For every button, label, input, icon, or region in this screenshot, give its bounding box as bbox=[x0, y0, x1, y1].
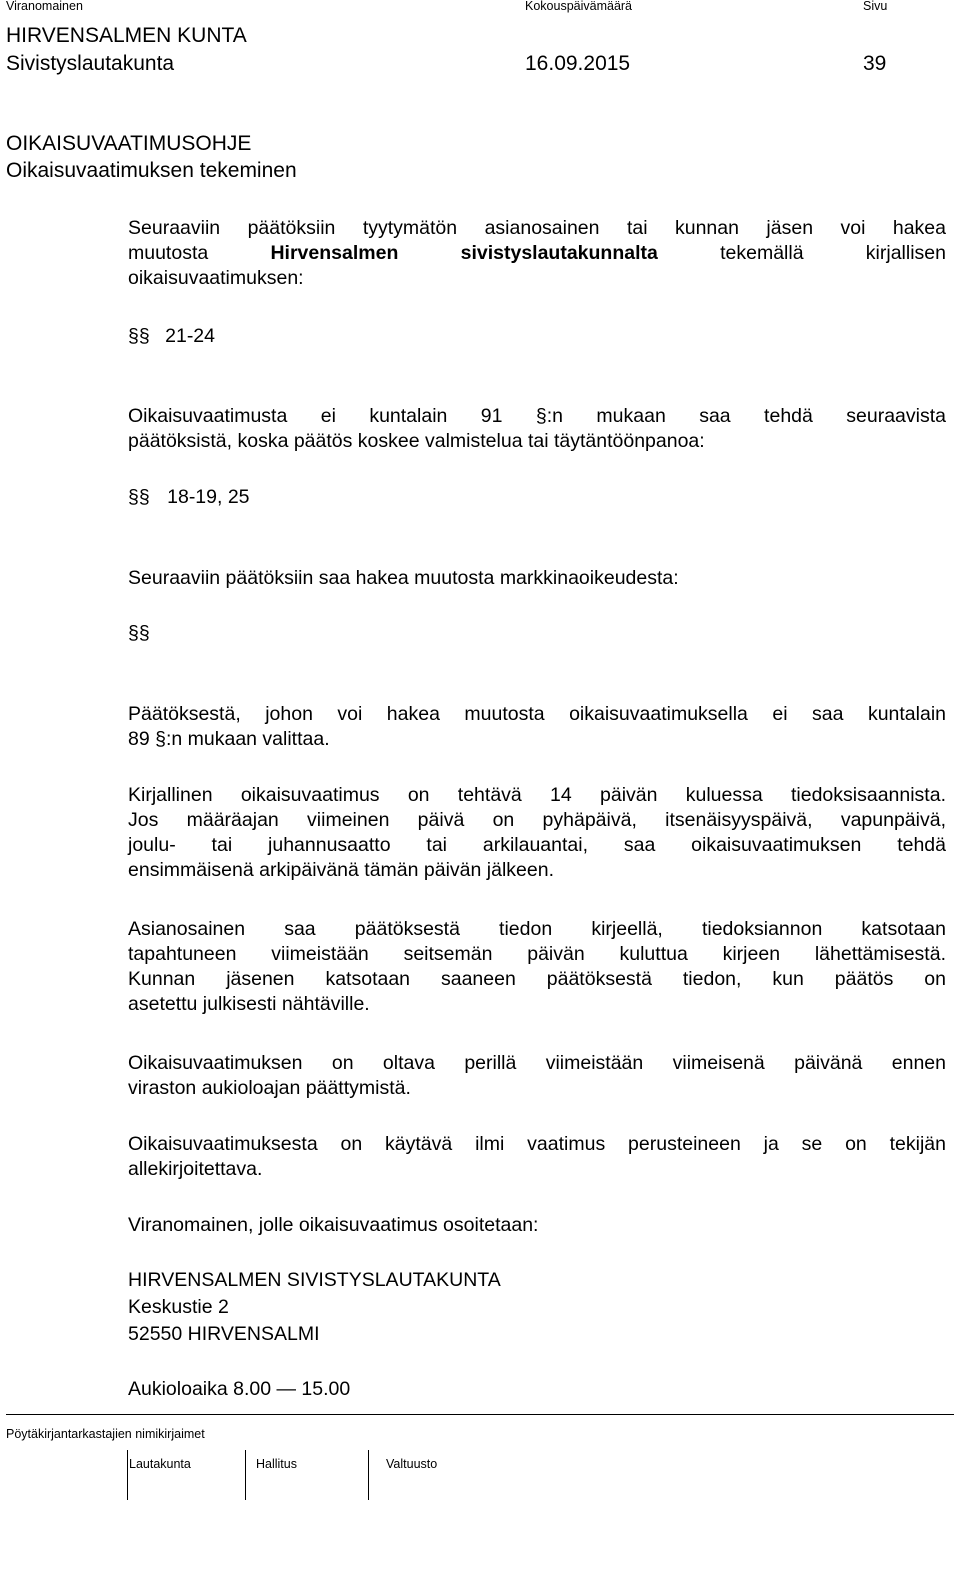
footer-divider bbox=[6, 1414, 954, 1415]
no-appeal-line-1: Päätöksestä, johon voi hakea muutosta oikaisuvaatimuksella ei saa kuntalain bbox=[128, 703, 946, 725]
intro-paragraph bbox=[128, 216, 946, 291]
section-symbol: §§ bbox=[128, 486, 150, 508]
notification-line-2: tapahtuneen viimeistään seitsemän päivän kuluttua kirjeen lähettämisestä. bbox=[128, 943, 946, 965]
market-court-text: Seuraaviin päätöksiin saa hakea muutosta markkinaoikeudesta: bbox=[128, 567, 679, 589]
header-authority-label: Viranomainen bbox=[6, 0, 83, 13]
deadline-line-3: joulu- tai juhannusaatto tai arkilauantai, saa oikaisuvaatimuksen tehdä bbox=[128, 834, 946, 856]
contents-paragraph bbox=[128, 1132, 946, 1182]
notification-line-3: Kunnan jäsenen katsotaan saaneen päätöksestä tiedon, kun päätös on bbox=[128, 968, 946, 990]
meeting-date: 16.09.2015 bbox=[525, 52, 631, 75]
initials-label: Pöytäkirjantarkastajien nimikirjaimet bbox=[6, 1427, 205, 1441]
signature-divider-1 bbox=[127, 1450, 128, 1500]
rectification-items: 21-24 bbox=[165, 325, 215, 347]
section-symbol: §§ bbox=[128, 622, 150, 644]
arrival-paragraph bbox=[128, 1051, 946, 1101]
intro-line-1: Seuraaviin päätöksiin tyytymätön asianosainen tai kunnan jäsen voi hakea bbox=[128, 217, 946, 239]
arrival-line-2: viraston aukioloajan päättymistä. bbox=[128, 1077, 411, 1099]
contents-line-1: Oikaisuvaatimuksesta on käytävä ilmi vaatimus perusteineen ja se on tekijän bbox=[128, 1133, 946, 1155]
recipient-intro: Viranomainen, jolle oikaisuvaatimus osoitetaan: bbox=[128, 1214, 539, 1236]
preparation-items: 18-19, 25 bbox=[167, 486, 250, 508]
authority-bold: Hirvensalmen sivistyslautakunnalta bbox=[270, 242, 658, 264]
no-appeal-line-2: 89 §:n mukaan valittaa. bbox=[128, 728, 330, 750]
not-rectifiable-paragraph bbox=[128, 404, 946, 454]
opening-hours: Aukioloaika 8.00 — 15.00 bbox=[128, 1378, 351, 1400]
recipient-street: Keskustie 2 bbox=[128, 1296, 229, 1318]
page-number: 39 bbox=[863, 52, 887, 75]
not-rectifiable-line-2: päätöksistä, koska päätös koskee valmistelua tai täytäntöönpanoa: bbox=[128, 430, 705, 452]
header-date-label: Kokouspäivämäärä bbox=[525, 0, 633, 13]
signature-council-label: Valtuusto bbox=[386, 1457, 438, 1471]
no-appeal-paragraph bbox=[128, 702, 946, 752]
deadline-paragraph bbox=[128, 783, 946, 883]
intro-line-2-start: muutosta bbox=[128, 242, 271, 264]
intro-line-2-end: tekemällä kirjallisen bbox=[657, 242, 946, 264]
header-page-label: Sivu bbox=[863, 0, 888, 13]
preparation-section-list bbox=[128, 485, 250, 510]
page-subtitle: Oikaisuvaatimuksen tekeminen bbox=[6, 159, 297, 182]
signature-divider-2 bbox=[245, 1450, 246, 1500]
intro-line-3: oikaisuvaatimuksen: bbox=[128, 267, 304, 289]
municipality-name: HIRVENSALMEN KUNTA bbox=[6, 24, 247, 47]
contents-line-2: allekirjoitettava. bbox=[128, 1158, 263, 1180]
deadline-line-2: Jos määräajan viimeinen päivä on pyhäpäivä, itsenäisyyspäivä, vapunpäivä, bbox=[128, 809, 946, 831]
authority-name: Sivistyslautakunta bbox=[6, 52, 175, 75]
intro-line-2 bbox=[128, 241, 946, 266]
notification-line-4: asetettu julkisesti nähtäville. bbox=[128, 993, 370, 1015]
rectification-section-list bbox=[128, 324, 215, 349]
recipient-postal: 52550 HIRVENSALMI bbox=[128, 1323, 320, 1345]
page-title: OIKAISUVAATIMUSOHJE bbox=[6, 132, 252, 155]
deadline-line-1: Kirjallinen oikaisuvaatimus on tehtävä 14 päivän kuluessa tiedoksisaannista. bbox=[128, 784, 946, 806]
signature-board-label: Lautakunta bbox=[129, 1457, 191, 1471]
signature-government-label: Hallitus bbox=[256, 1457, 297, 1471]
deadline-line-4: ensimmäisenä arkipäivänä tämän päivän jälkeen. bbox=[128, 859, 554, 881]
section-symbol: §§ bbox=[128, 325, 150, 347]
arrival-line-1: Oikaisuvaatimuksen on oltava perillä viimeistään viimeisenä päivänä ennen bbox=[128, 1052, 946, 1074]
not-rectifiable-line-1: Oikaisuvaatimusta ei kuntalain 91 §:n mukaan saa tehdä seuraavista bbox=[128, 405, 946, 427]
market-court-section-list bbox=[128, 621, 160, 646]
notification-line-1: Asianosainen saa päätöksestä tiedon kirjeellä, tiedoksiannon katsotaan bbox=[128, 918, 946, 940]
recipient-name: HIRVENSALMEN SIVISTYSLAUTAKUNTA bbox=[128, 1269, 501, 1291]
signature-divider-3 bbox=[368, 1450, 369, 1500]
notification-paragraph bbox=[128, 917, 946, 1017]
